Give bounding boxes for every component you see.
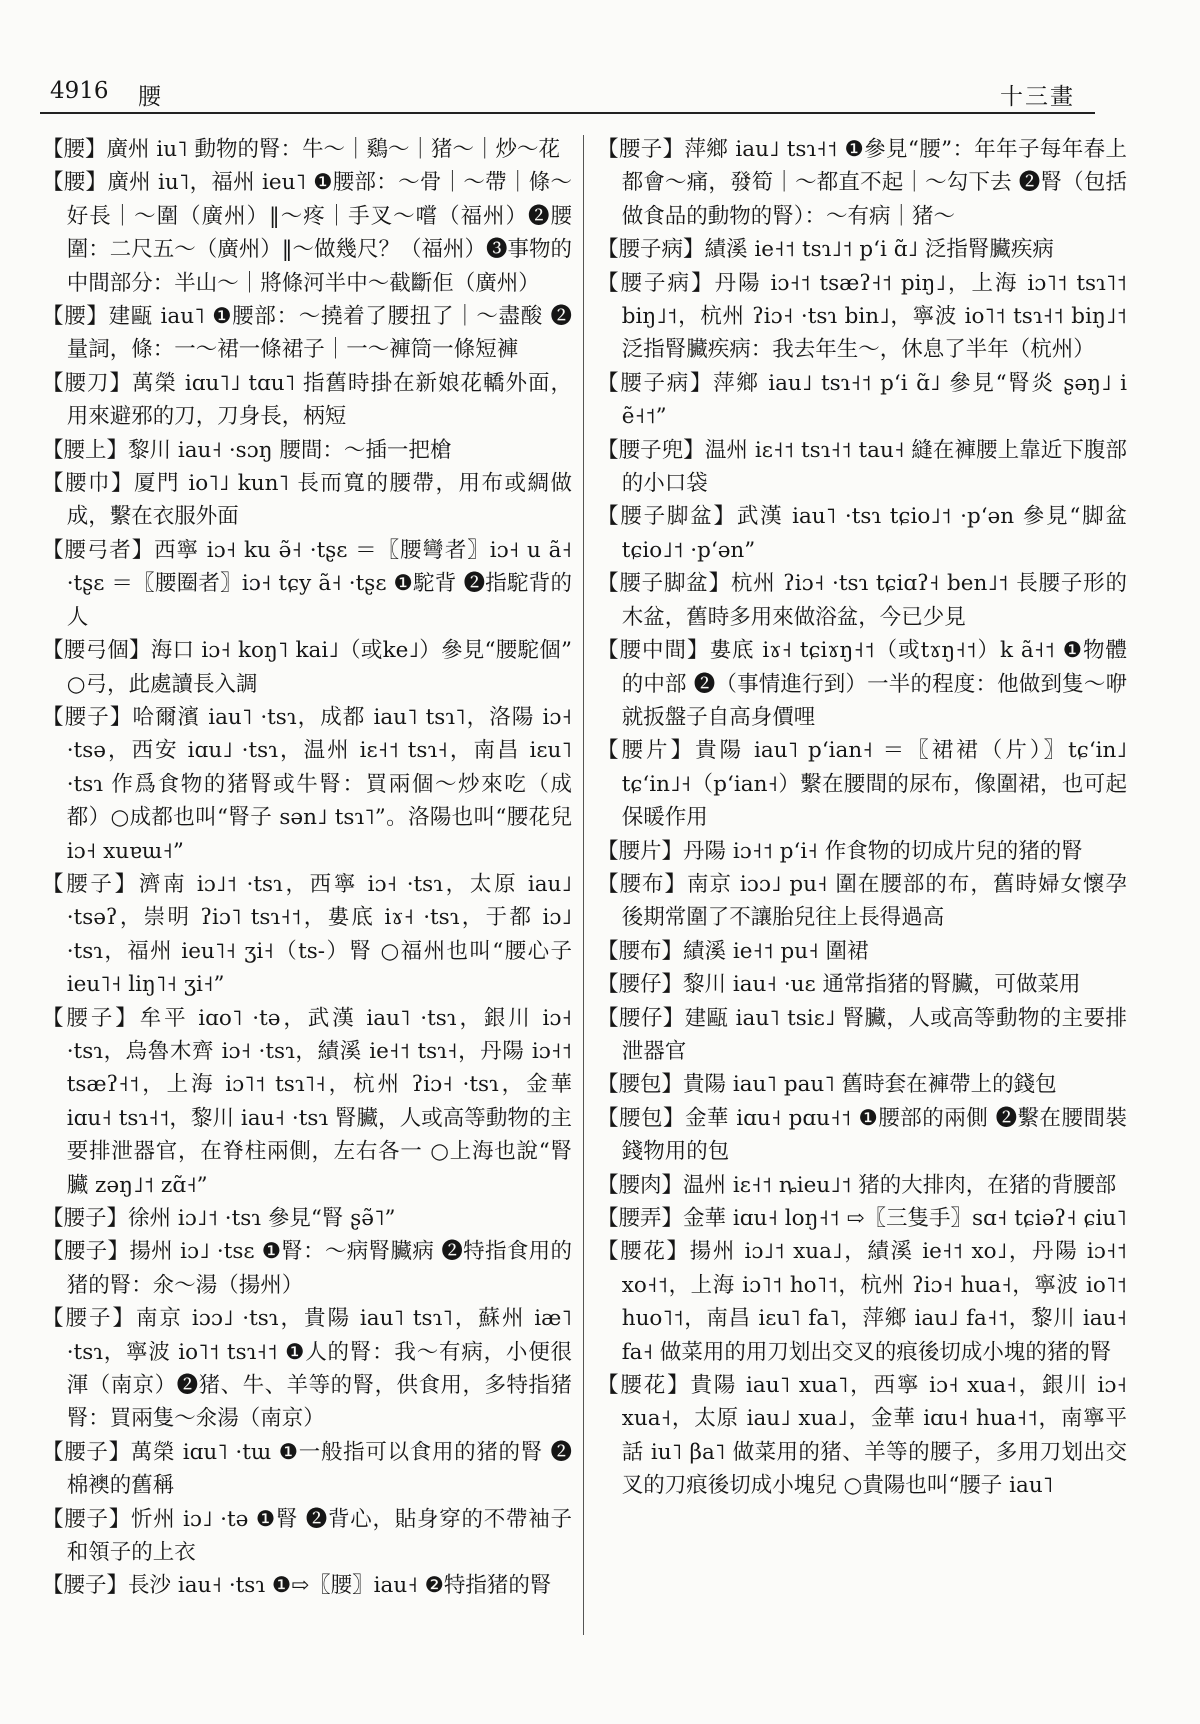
dictionary-entry: 【腰子】徐州 iɔ˩˦ ·tsɿ 參見“腎 ʂə̃˥” xyxy=(42,1206,396,1231)
dictionary-entry: 【腰】建甌 iau˥ ❶腰部：～撓着了腰扭了｜～盡酸 ❷量詞，條：一～裙一條裙子｜一～褲筒一條短褲 xyxy=(42,304,572,363)
dictionary-entry: 【腰片】丹陽 iɔ˧˦ pʻi˧ 作食物的切成片兒的猪的腎 xyxy=(597,838,1083,864)
column-divider xyxy=(583,135,584,1635)
left-column xyxy=(42,133,572,1603)
dictionary-entry: 【腰包】金華 iɑu˧ pɑu˧˦ ❶腰部的兩側 ❷繫在腰間裝錢物用的包 xyxy=(597,1105,1127,1165)
dictionary-entry: 【腰子】牟平 iɑo˥ ·tə，武漢 iau˥ ·tsɿ，銀川 iɔ˧ ·tsɿ，烏魯木齊 iɔ˧ ·tsɿ，績溪 ie˧˦ tsɿ˧，丹陽 iɔ˧˦ tsæʔ˧˦，上海 iɔ˥˦ tsɿ˥˧，杭州 ʔiɔ˧ ·tsɿ，金華 iɑu˧ tsɿ˧˦，黎川 iau˧ ·tsɿ 腎臟，人或高等動物的主要排泄器官，在脊柱兩側，左右各一 ○上海也說“腎臟 zəŋ˩˦ zɑ̃˧” xyxy=(42,1005,572,1198)
dictionary-entry: 【腰上】黎川 iau˧ ·sɔŋ 腰間：～插一把槍 xyxy=(42,437,452,463)
dictionary-entry: 【腰】廣州 iu˥ 動物的腎：牛～｜鷄～｜猪～｜炒～花 xyxy=(42,137,560,162)
dictionary-entry: 【腰弓個】海口 iɔ˧ koŋ˥ kai˩（或ke˩）參見“腰駝個” ○弓，此處讀長入調 xyxy=(42,638,572,697)
dictionary-entry: 【腰子脚盆】武漢 iau˥ ·tsɿ tɕio˩˦ ·pʻən 參見“脚盆 tɕio˩˦ ·pʻən” xyxy=(597,504,1127,563)
dictionary-entry: 【腰刀】萬榮 iɑu˥˩ tɑu˥ 指舊時掛在新娘花轎外面，用來避邪的刀，刀身長，柄短 xyxy=(42,370,572,430)
dictionary-entry: 【腰子病】績溪 ie˧˦ tsɿ˩˦ pʻi ɑ̃˩ 泛指腎臟疾病 xyxy=(597,237,1054,263)
dictionary-entry: 【腰子】南京 iɔɔ˩ ·tsɿ，貴陽 iau˥ tsɿ˥，蘇州 iæ˥ ·tsɿ，寧波 io˥˦ tsɿ˧˦ ❶人的腎：我～有病，小便很渾（南京）❷猪、牛、羊等的腎，供食用，多特指猪腎：買兩隻～氽湯（南京） xyxy=(42,1306,572,1432)
dictionary-entry: 【腰子兜】温州 iɛ˧˦ tsɿ˧˦ tau˧ 縫在褲腰上靠近下腹部的小口袋 xyxy=(597,437,1127,497)
dictionary-entry: 【腰巾】厦門 io˥˩ kun˥ 長而寬的腰帶，用布或綢做成，繫在衣服外面 xyxy=(42,471,572,530)
dictionary-entry: 【腰花】揚州 iɔ˩˦ xua˩，績溪 ie˧˦ xo˩，丹陽 iɔ˧˦ xo˧˦，上海 iɔ˥˦ ho˥˦，杭州 ʔiɔ˧ hua˧，寧波 io˥˦ huo˥˦，南昌 iɛu˥ fa˥，萍鄉 iau˩ fa˧˦，黎川 iau˧ fa˧ 做菜用的用刀划出交叉的痕後切成小塊的猪的腎 xyxy=(597,1239,1127,1365)
dictionary-entry: 【腰子】萬榮 iɑu˥ ·tɯ ❶一般指可以食用的猪的腎 ❷棉襖的舊稱 xyxy=(42,1439,572,1499)
dictionary-entry: 【腰肉】温州 iɛ˧˦ ȵieu˩˦ 猪的大排肉，在猪的背腰部 xyxy=(597,1172,1117,1198)
dictionary-entry: 【腰子】揚州 iɔ˩ ·tsɛ ❶腎：～病腎臟病 ❷特指食用的猪的腎：氽～湯（揚州） xyxy=(42,1239,572,1298)
dictionary-entry: 【腰仔】建甌 iau˥ tsiɛ˩ 腎臟，人或高等動物的主要排泄器官 xyxy=(597,1005,1127,1064)
dictionary-entry: 【腰片】貴陽 iau˥ pʻian˧ ＝〖裙裙（片）〗tɕʻin˩ tɕʻin˩˧（pʻian˧）繫在腰間的尿布，像圍裙，也可起保暖作用 xyxy=(597,738,1127,831)
dictionary-entry: 【腰子病】萍鄉 iau˩ tsɿ˧˦ pʻi ɑ̃˩ 參見“腎炎 ʂəŋ˩ i ẽ˧˦” xyxy=(597,370,1127,430)
dictionary-entry: 【腰子病】丹陽 iɔ˧˦ tsæʔ˧˦ piŋ˩，上海 iɔ˥˦ tsɿ˥˦ biŋ˩˦，杭州 ʔiɔ˧ ·tsɿ bin˩，寧波 io˥˦ tsɿ˧˦ biŋ˩˦ 泛指腎臟疾病：我去年生～，休息了半年（杭州） xyxy=(597,270,1127,363)
section-label: 十三畫 xyxy=(1000,84,1075,110)
dictionary-entry: 【腰子】忻州 iɔ˩ ·tə ❶腎 ❷背心，貼身穿的不帶袖子和領子的上衣 xyxy=(42,1506,572,1566)
dictionary-entry: 【腰】廣州 iu˥，福州 ieu˥ ❶腰部：～骨｜～帶｜條～好長｜～圍（廣州）‖～疼｜手叉～嚐（福州）❷腰圍：二尺五～（廣州）‖～做幾尺？（福州）❸事物的中間部分：半山～｜將條河半中～截斷佢（廣州） xyxy=(42,170,572,296)
right-column xyxy=(597,133,1127,1503)
header-rule xyxy=(40,112,1095,114)
dictionary-entry: 【腰中間】婁底 iɤ˧ tɕiɤŋ˧˦（或tɤŋ˧˦）k ã˧˦ ❶物體的中部 ❷（事情進行到）一半的程度：他做到隻～咿就扳盤子自高身價哩 xyxy=(597,638,1127,730)
dictionary-entry: 【腰包】貴陽 iau˥ pau˥ 舊時套在褲帶上的錢包 xyxy=(597,1072,1057,1098)
dictionary-entry: 【腰弄】金華 iɑu˧ loŋ˧˦ ⇨〖三隻手〗sɑ˧ tɕiəʔ˧ ɕiu˥ xyxy=(597,1206,1127,1231)
dictionary-entry: 【腰花】貴陽 iau˥ xua˥，西寧 iɔ˧ xua˧，銀川 iɔ˧ xua˧，太原 iau˩ xua˩，金華 iɑu˧ hua˧˦，南寧平話 iu˥ βa˥ 做菜用的猪、羊等的腰子，多用刀划出交叉的刀痕後切成小塊兒 ○貴陽也叫“腰子 iau˥ xyxy=(597,1373,1127,1499)
head-character: 腰 xyxy=(138,84,161,110)
dictionary-entry: 【腰子】萍鄉 iau˩ tsɿ˧˦ ❶參見“腰”：年年子每年春上都會～痛，發筍｜～都直不起｜～勾下去 ❷腎（包括做食品的動物的腎）：～有病｜猪～ xyxy=(597,137,1127,229)
dictionary-entry: 【腰布】南京 iɔɔ˩ pu˧ 圍在腰部的布，舊時婦女懷孕後期常圍了不讓胎兒往上長得過高 xyxy=(597,871,1127,931)
dictionary-entry: 【腰布】績溪 ie˧˦ pu˧ 圍裙 xyxy=(597,938,869,964)
running-header xyxy=(40,72,1095,112)
dictionary-entry: 【腰子】哈爾濱 iau˥ ·tsɿ，成都 iau˥ tsɿ˥，洛陽 iɔ˧ ·tsə，西安 iɑu˩ ·tsɿ，温州 iɛ˧˦ tsɿ˧，南昌 iɛu˥ ·tsɿ 作爲食物的猪腎或牛腎：買兩個～炒來吃（成都）○成都也叫“腎子 sən˩ tsɿ˥”。洛陽也叫“腰花兒 iɔ˧ xuɐɯ˧” xyxy=(42,704,572,864)
dictionary-entry: 【腰子脚盆】杭州 ʔiɔ˧ ·tsɿ tɕiɑʔ˧ ben˩˦ 長腰子形的木盆，舊時多用來做浴盆，今已少見 xyxy=(597,571,1127,630)
dictionary-entry: 【腰仔】黎川 iau˧ ·uɛ 通常指猪的腎臟，可做菜用 xyxy=(597,972,1081,998)
page-number: 4916 xyxy=(50,78,109,104)
dictionary-entry: 【腰子】長沙 iau˧ ·tsɿ ❶⇨〖腰〗iau˧ ❷特指猪的腎 xyxy=(42,1573,552,1599)
dictionary-entry: 【腰子】濟南 iɔ˩˦ ·tsɿ，西寧 iɔ˧ ·tsɿ，太原 iau˩ ·tsəʔ，崇明 ʔiɔ˥ tsɿ˧˦，婁底 iɤ˧ ·tsɿ，于都 iɔ˩ ·tsɿ，福州 ieu˥˧ ʒi˧（ts-）腎 ○福州也叫“腰心子 ieu˥˧ liŋ˥˧ ʒi˧” xyxy=(42,871,572,998)
dictionary-entry: 【腰弓者】西寧 iɔ˧ ku ə̃˧ ·tʂɛ ＝〖腰彎者〗iɔ˧ u ã˧ ·tʂɛ ＝〖腰圈者〗iɔ˧ tɕy ã˧ ·tʂɛ ❶駝背 ❷指駝背的人 xyxy=(42,537,572,630)
